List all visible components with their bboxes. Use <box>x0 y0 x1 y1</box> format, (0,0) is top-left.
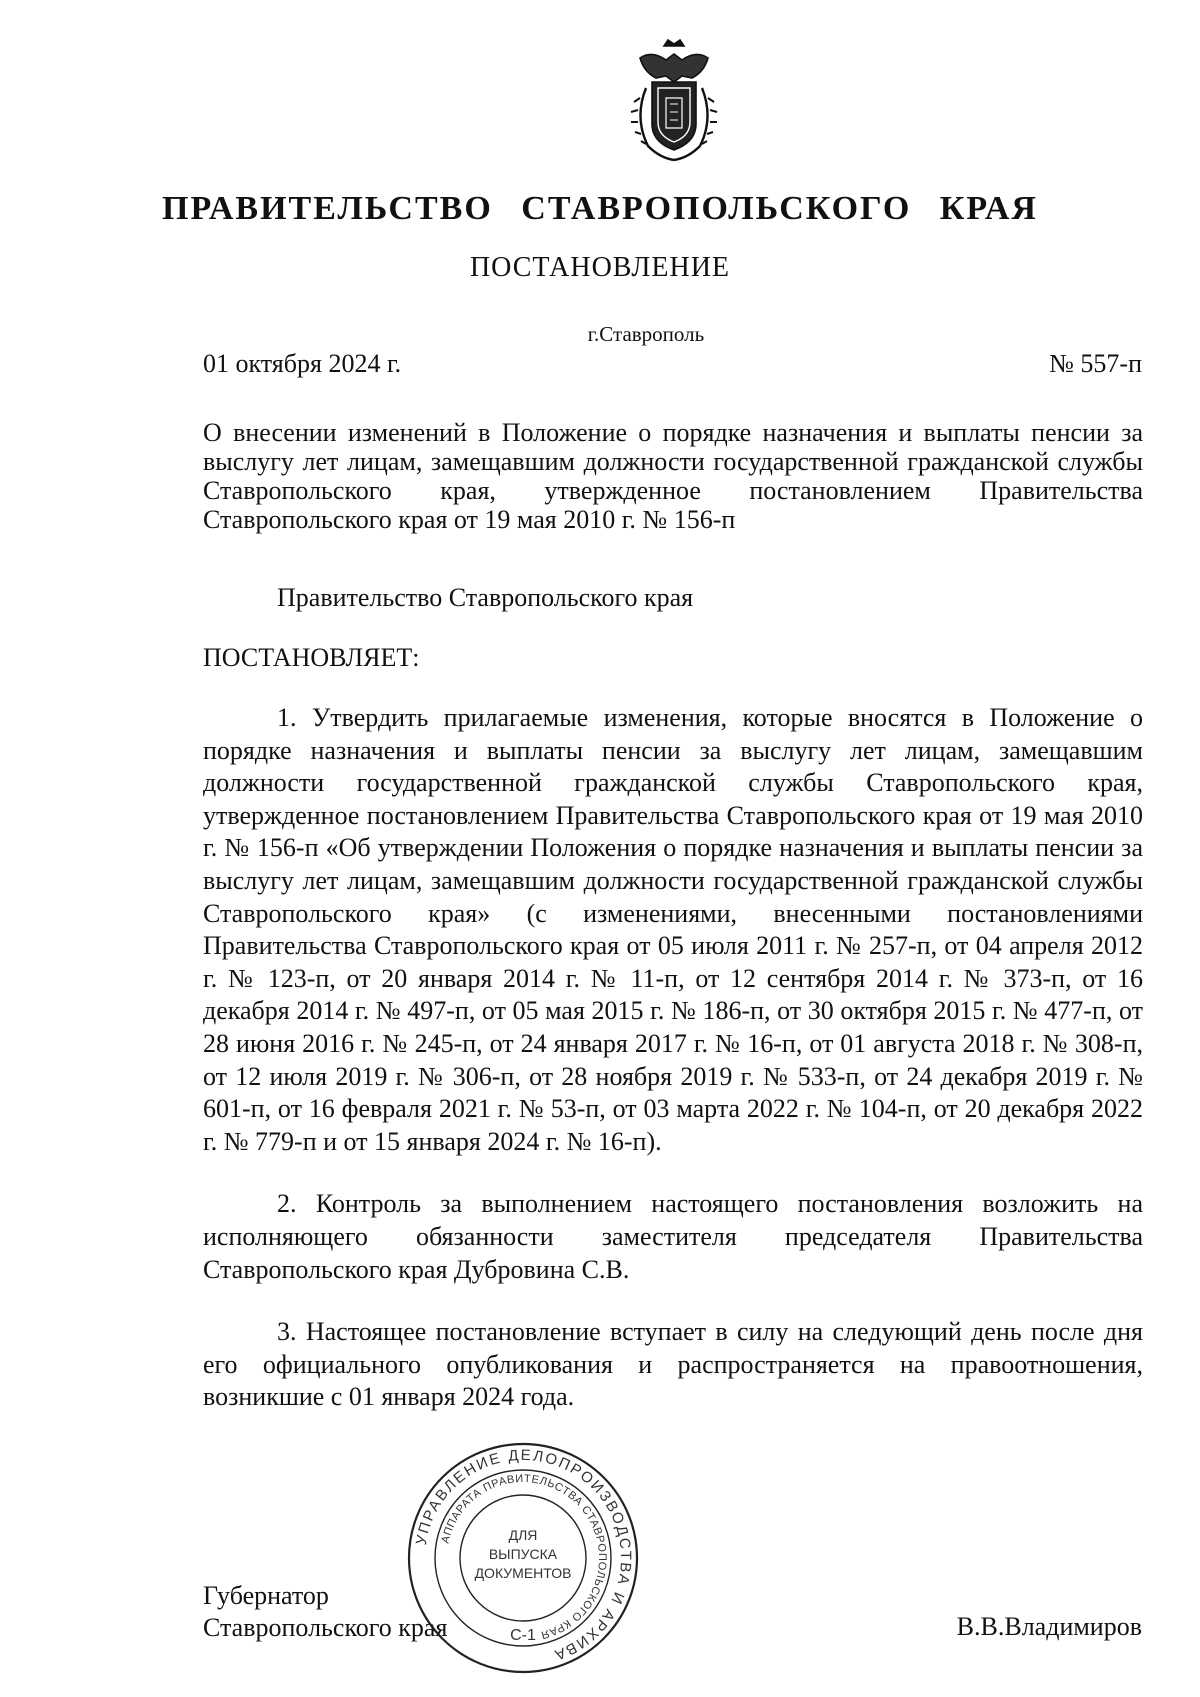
document-date: 01 октября 2024 г. <box>203 349 402 378</box>
document-number: № 557-п <box>1049 349 1142 378</box>
city-line <box>0 322 1200 347</box>
city: г.Ставрополь <box>587 322 705 346</box>
stamp-inner-text: АППАРАТА ПРАВИТЕЛЬСТВА СТАВРОПОЛЬСКОГО КРАЯ <box>439 1472 609 1641</box>
stamp-code: С-1 <box>510 1627 536 1644</box>
paragraph-1: 1. Утвердить прилагаемые изменения, которые вносятся в Положение о порядке назначения и выплаты пенсии за выслугу лет лицам, замещавшим должности государственной гражданской службы Ставропольского края, утвержденное постановлением Правительства Ставропольского края от 19 мая 2010 г. № 156-п «Об утверждении Положения о порядке назначения и выплаты пенсии за выслугу лет лицам, замещавшим должности государственной гражданской службы Ставропольского края» (с изменениями, внесенными постановлениями Правительства Ставропольского края от 05 июля 2011 г. № 257-п, от 04 апреля 2012 г. № 123-п, от 20 января 2014 г. № 11-п, от 12 сентября 2014 г. № 373-п, от 16 декабря 2014 г. № 497-п, от 05 мая 2015 г. № 186-п, от 30 октября 2015 г. № 477-п, от 28 июня 2016 г. № 245-п, от 24 января 2017 г. № 16-п, от 01 августа 2018 г. № 308-п, от 12 июля 2019 г. № 306-п, от 28 ноября 2019 г. № 533-п, от 24 декабря 2019 г. № 601-п, от 16 февраля 2021 г. № 53-п, от 03 марта 2022 г. № 104-п, от 20 декабря 2022 г. № 779-п и от 15 января 2024 г. № 16-п). <box>203 703 1143 1156</box>
organization-title: ПРАВИТЕЛЬСТВО СТАВРОПОЛЬСКОГО КРАЯ <box>162 190 1038 227</box>
signatory-position-line1: Губернатор <box>203 1581 329 1610</box>
signatory-name: В.В.Владимиров <box>956 1612 1142 1641</box>
document-type: ПОСТАНОВЛЕНИЕ <box>469 252 731 283</box>
preamble: Правительство Ставропольского края <box>277 583 694 612</box>
paragraph-3: 3. Настоящее постановление вступает в силу на следующий день после дня его официального опубликования и распространяется на правоотношения, возникшие с 01 января 2024 года. <box>203 1317 1143 1412</box>
official-stamp <box>405 1440 641 1676</box>
stamp-center-line3: ДОКУМЕНТОВ <box>474 1565 572 1581</box>
resolves-heading: ПОСТАНОВЛЯЕТ: <box>203 643 420 672</box>
paragraph-2: 2. Контроль за выполнением настоящего постановления возложить на исполняющего обязанности заместителя председателя Правительства Ставропольского края Дубровина С.В. <box>203 1189 1143 1284</box>
document-subject: О внесении изменений в Положение о порядке назначения и выплаты пенсии за выслугу лет лицам, замещавшим должности государственной гражданской службы Ставропольского края, утвержденное постановлением Правительства Ставропольского края от 19 мая 2010 г. № 156-п <box>203 418 1143 534</box>
signatory-position-line2: Ставропольского края <box>203 1613 448 1642</box>
stamp-center-line1: ДЛЯ <box>508 1527 538 1543</box>
document-body <box>203 702 1143 1444</box>
stamp-center-line2: ВЫПУСКА <box>488 1546 558 1562</box>
stamp-outer-text: УПРАВЛЕНИЕ ДЕЛОПРОИЗВОДСТВА И АРХИВА <box>412 1446 635 1664</box>
coat-of-arms-icon <box>626 38 722 164</box>
